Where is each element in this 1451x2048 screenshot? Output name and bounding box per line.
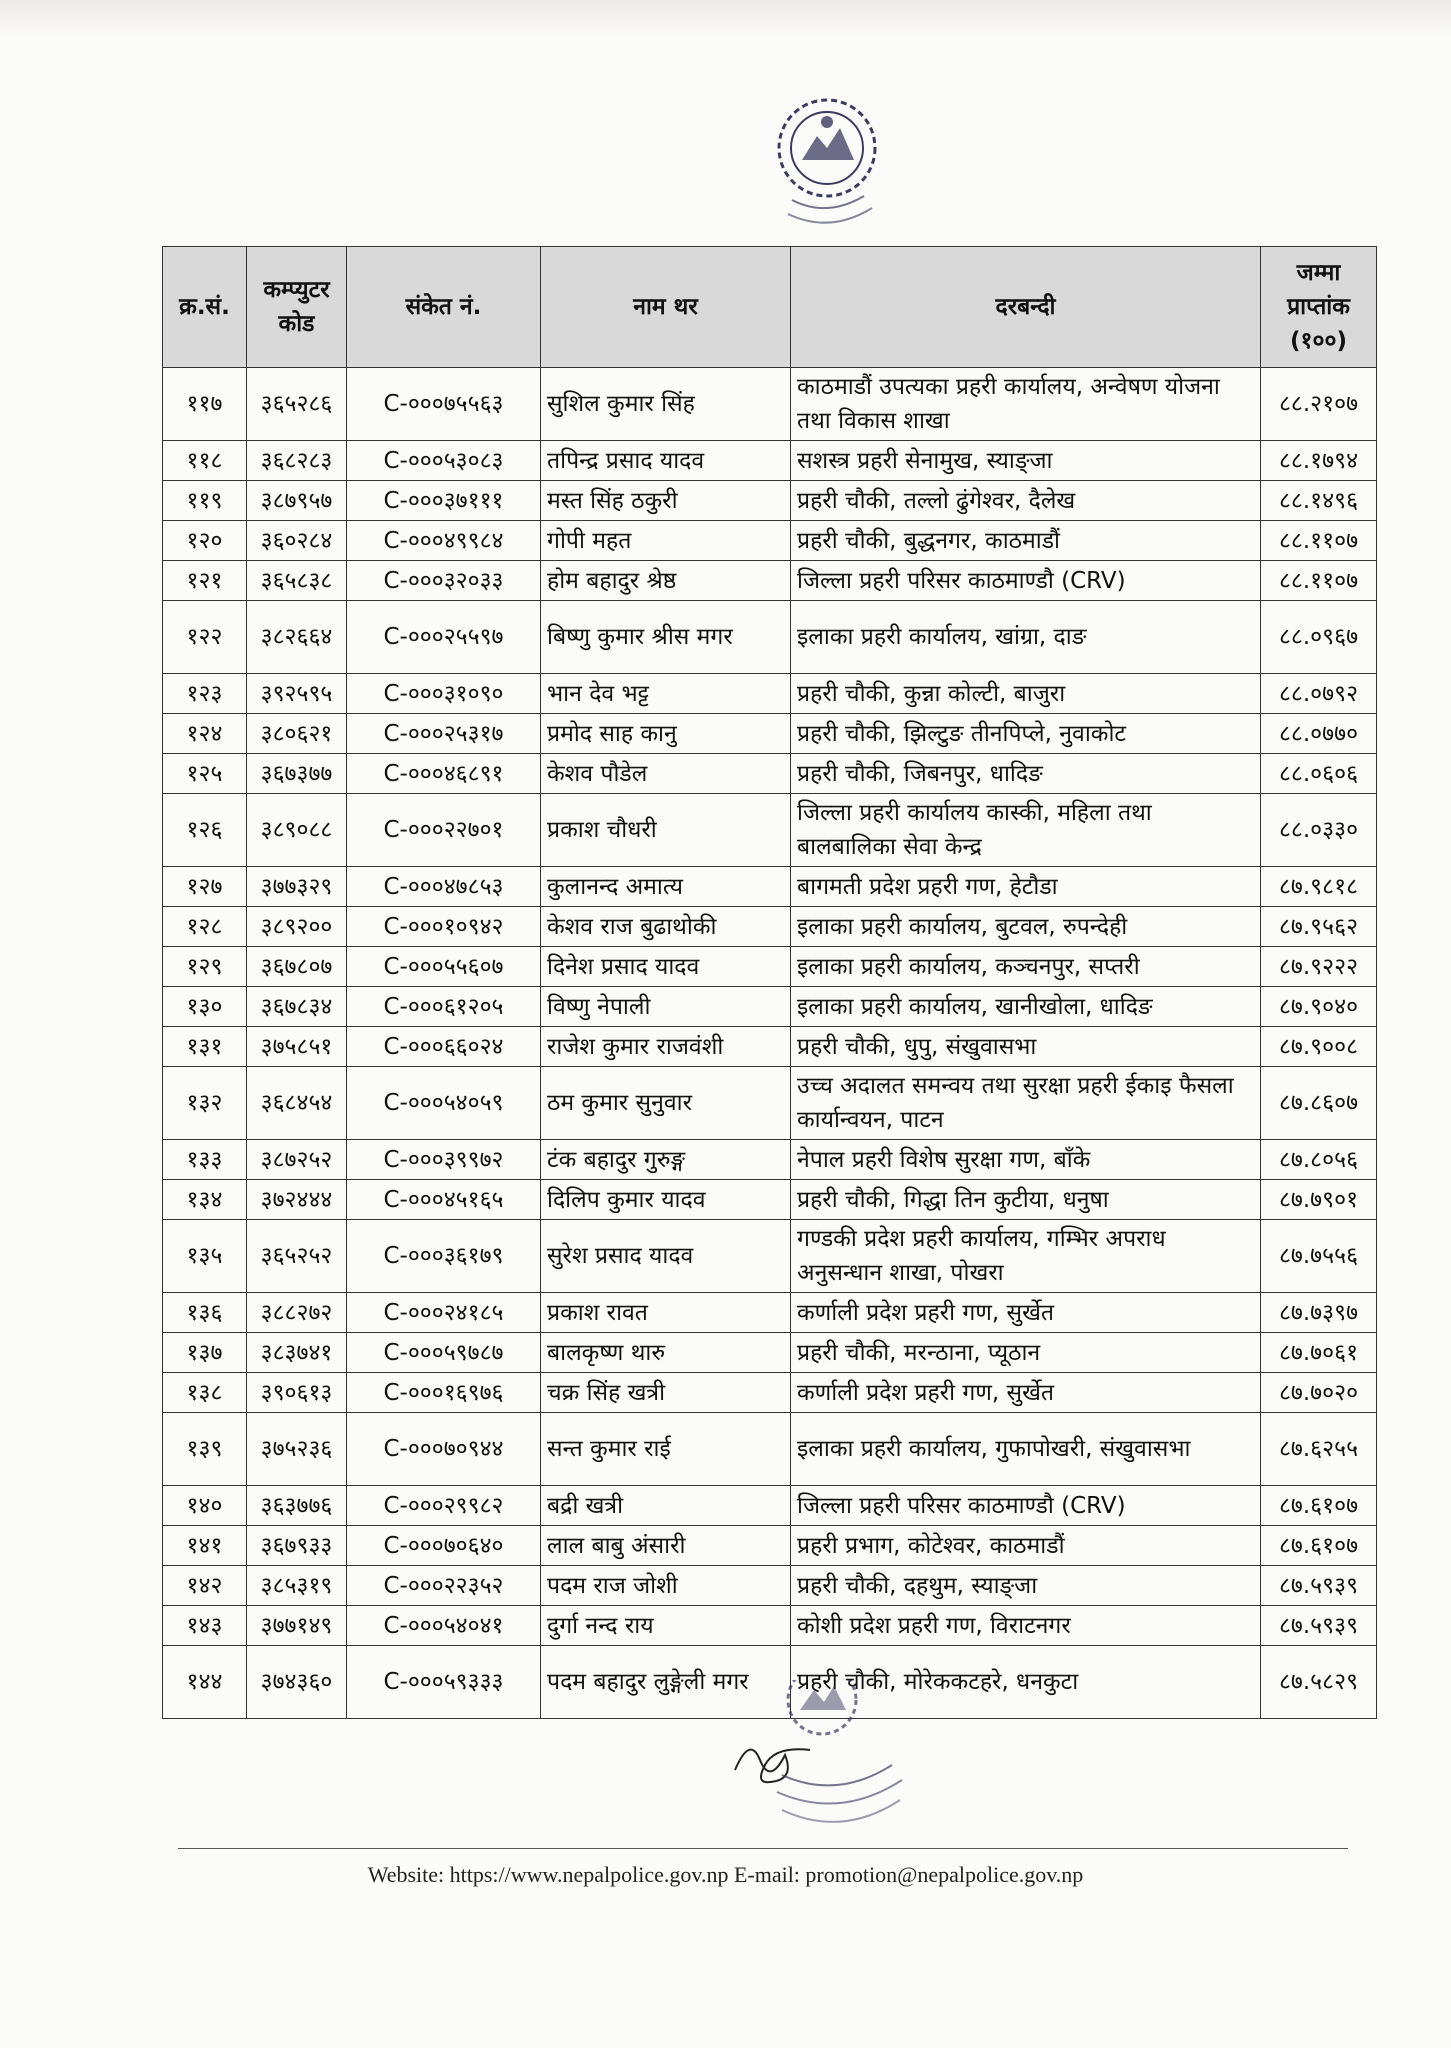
marks-cell: ८८.०९६७ (1261, 601, 1377, 674)
post-cell: इलाका प्रहरी कार्यालय, खांग्रा, दाङ (791, 601, 1261, 674)
post-cell: कोशी प्रदेश प्रहरी गण, विराटनगर (791, 1606, 1261, 1646)
post-cell: प्रहरी प्रभाग, कोटेश्वर, काठमाडौं (791, 1526, 1261, 1566)
marks-cell: ८७.८०५६ (1261, 1140, 1377, 1180)
computer-code-cell: ३८०६२१ (247, 714, 347, 754)
name-cell: विष्णु नेपाली (541, 987, 791, 1027)
name-cell: होम बहादुर श्रेष्ठ (541, 561, 791, 601)
symbol-number-cell: C-०००५९३३३ (347, 1646, 541, 1719)
name-cell: केशव राज बुढाथोकी (541, 907, 791, 947)
serial-cell: १४४ (163, 1646, 247, 1719)
marks-cell: ८७.९२२२ (1261, 947, 1377, 987)
post-cell: गण्डकी प्रदेश प्रहरी कार्यालय, गम्भिर अपराध अनुसन्धान शाखा, पोखरा (791, 1220, 1261, 1293)
table-header-row (163, 247, 1377, 368)
table-row (163, 1566, 1377, 1606)
marks-cell: ८७.७९०१ (1261, 1180, 1377, 1220)
table-row (163, 674, 1377, 714)
symbol-number-cell: C-०००७०६४० (347, 1526, 541, 1566)
serial-cell: १२० (163, 521, 247, 561)
marks-cell: ८७.९५६२ (1261, 907, 1377, 947)
marks-cell: ८८.२१०७ (1261, 368, 1377, 441)
header-total-marks: जम्मा प्राप्तांक (१००) (1261, 247, 1377, 368)
table-row (163, 987, 1377, 1027)
symbol-number-cell: C-०००२५५९७ (347, 601, 541, 674)
marks-cell: ८७.९८१८ (1261, 867, 1377, 907)
name-cell: राजेश कुमार राजवंशी (541, 1027, 791, 1067)
serial-cell: १२५ (163, 754, 247, 794)
computer-code-cell: ३८७२५२ (247, 1140, 347, 1180)
footer-divider (178, 1848, 1348, 1849)
marks-cell: ८७.७०६१ (1261, 1333, 1377, 1373)
computer-code-cell: ३६३७७६ (247, 1486, 347, 1526)
name-cell: मस्त सिंह ठकुरी (541, 481, 791, 521)
serial-cell: १४३ (163, 1606, 247, 1646)
marks-cell: ८७.५९३९ (1261, 1606, 1377, 1646)
symbol-number-cell: C-०००३९९७२ (347, 1140, 541, 1180)
computer-code-cell: ३६७३७७ (247, 754, 347, 794)
table-row (163, 1333, 1377, 1373)
table-row (163, 1140, 1377, 1180)
computer-code-cell: ३७२४४४ (247, 1180, 347, 1220)
computer-code-cell: ३६५२५२ (247, 1220, 347, 1293)
computer-code-cell: ३७५८५१ (247, 1027, 347, 1067)
serial-cell: १२१ (163, 561, 247, 601)
post-cell: प्रहरी चौकी, गिद्धा तिन कुटीया, धनुषा (791, 1180, 1261, 1220)
name-cell: सन्त कुमार राई (541, 1413, 791, 1486)
symbol-number-cell: C-०००५४०५९ (347, 1067, 541, 1140)
name-cell: दिलिप कुमार यादव (541, 1180, 791, 1220)
computer-code-cell: ३६०२८४ (247, 521, 347, 561)
computer-code-cell: ३६७९३३ (247, 1526, 347, 1566)
name-cell: चक्र सिंह खत्री (541, 1373, 791, 1413)
name-cell: तपिन्द्र प्रसाद यादव (541, 441, 791, 481)
post-cell: इलाका प्रहरी कार्यालय, खानीखोला, धादिङ (791, 987, 1261, 1027)
marks-cell: ८७.६२५५ (1261, 1413, 1377, 1486)
table-row (163, 1180, 1377, 1220)
name-cell: टंक बहादुर गुरुङ्ग (541, 1140, 791, 1180)
marks-cell: ८७.८६०७ (1261, 1067, 1377, 1140)
marks-cell: ८८.१४९६ (1261, 481, 1377, 521)
serial-cell: १४२ (163, 1566, 247, 1606)
scan-edge (0, 0, 1451, 36)
marks-cell: ८७.९०४० (1261, 987, 1377, 1027)
serial-cell: १३० (163, 987, 247, 1027)
symbol-number-cell: C-०००४५१६५ (347, 1180, 541, 1220)
marks-cell: ८७.९००८ (1261, 1027, 1377, 1067)
post-cell: सशस्त्र प्रहरी सेनामुख, स्याङ्जा (791, 441, 1261, 481)
symbol-number-cell: C-०००२२३५२ (347, 1566, 541, 1606)
post-cell: प्रहरी चौकी, जिबनपुर, धादिङ (791, 754, 1261, 794)
name-cell: कुलानन्द अमात्य (541, 867, 791, 907)
post-cell: इलाका प्रहरी कार्यालय, गुफापोखरी, संखुवासभा (791, 1413, 1261, 1486)
marks-cell: ८८.०३३० (1261, 794, 1377, 867)
table-row (163, 1486, 1377, 1526)
name-cell: दुर्गा नन्द राय (541, 1606, 791, 1646)
table-row (163, 1293, 1377, 1333)
computer-code-cell: ३७५२३६ (247, 1413, 347, 1486)
table-row (163, 907, 1377, 947)
header-computer-code: कम्प्युटर कोड (247, 247, 347, 368)
marks-cell: ८७.७०२० (1261, 1373, 1377, 1413)
name-cell: पदम बहादुर लुङ्गेली मगर (541, 1646, 791, 1719)
symbol-number-cell: C-०००४९९८४ (347, 521, 541, 561)
post-cell: प्रहरी चौकी, धुपु, संखुवासभा (791, 1027, 1261, 1067)
post-cell: प्रहरी चौकी, मरन्ठाना, प्यूठान (791, 1333, 1261, 1373)
post-cell: काठमाडौं उपत्यका प्रहरी कार्यालय, अन्वेषण योजना तथा विकास शाखा (791, 368, 1261, 441)
marks-cell: ८८.०६०६ (1261, 754, 1377, 794)
serial-cell: १२८ (163, 907, 247, 947)
computer-code-cell: ३६८४५४ (247, 1067, 347, 1140)
marks-cell: ८८.१७९४ (1261, 441, 1377, 481)
marks-cell: ८७.७५५६ (1261, 1220, 1377, 1293)
computer-code-cell: ३८८२७२ (247, 1293, 347, 1333)
serial-cell: १२४ (163, 714, 247, 754)
serial-cell: १२२ (163, 601, 247, 674)
serial-cell: ११९ (163, 481, 247, 521)
serial-cell: १३५ (163, 1220, 247, 1293)
table-row (163, 1606, 1377, 1646)
computer-code-cell: ३८५३१९ (247, 1566, 347, 1606)
post-cell: प्रहरी चौकी, झिल्टुङ तीनपिप्ले, नुवाकोट (791, 714, 1261, 754)
post-cell: जिल्ला प्रहरी परिसर काठमाण्डौ (CRV) (791, 561, 1261, 601)
symbol-number-cell: C-०००६६०२४ (347, 1027, 541, 1067)
symbol-number-cell: C-०००५४०४१ (347, 1606, 541, 1646)
symbol-number-cell: C-०००२५३१७ (347, 714, 541, 754)
serial-cell: १३२ (163, 1067, 247, 1140)
post-cell: कर्णाली प्रदेश प्रहरी गण, सुर्खेत (791, 1373, 1261, 1413)
name-cell: प्रकाश रावत (541, 1293, 791, 1333)
symbol-number-cell: C-०००२४१८५ (347, 1293, 541, 1333)
serial-cell: ११८ (163, 441, 247, 481)
marks-cell: ८८.११०७ (1261, 521, 1377, 561)
symbol-number-cell: C-०००५३०८३ (347, 441, 541, 481)
name-cell: पदम राज जोशी (541, 1566, 791, 1606)
computer-code-cell: ३८७९५७ (247, 481, 347, 521)
table-row (163, 441, 1377, 481)
symbol-number-cell: C-०००१६९७६ (347, 1373, 541, 1413)
computer-code-cell: ३८९०८८ (247, 794, 347, 867)
computer-code-cell: ३९२५९५ (247, 674, 347, 714)
header-name: नाम थर (541, 247, 791, 368)
computer-code-cell: ३६५८३८ (247, 561, 347, 601)
name-cell: बालकृष्ण थारु (541, 1333, 791, 1373)
table-row (163, 794, 1377, 867)
symbol-number-cell: C-०००४६८९१ (347, 754, 541, 794)
header-serial: क्र.सं. (163, 247, 247, 368)
marks-cell: ८७.५८२९ (1261, 1646, 1377, 1719)
post-cell: बागमती प्रदेश प्रहरी गण, हेटौडा (791, 867, 1261, 907)
computer-code-cell: ३६५२८६ (247, 368, 347, 441)
symbol-number-cell: C-०००७५५६३ (347, 368, 541, 441)
serial-cell: १२७ (163, 867, 247, 907)
table-row (163, 561, 1377, 601)
name-cell: प्रमोद साह कानु (541, 714, 791, 754)
name-cell: केशव पौडेल (541, 754, 791, 794)
serial-cell: ११७ (163, 368, 247, 441)
table-row (163, 1373, 1377, 1413)
name-cell: बद्री खत्री (541, 1486, 791, 1526)
table-row (163, 1067, 1377, 1140)
header-symbol-number: संकेत नं. (347, 247, 541, 368)
office-stamp-icon (752, 1680, 917, 1845)
post-cell: प्रहरी चौकी, कुन्ना कोल्टी, बाजुरा (791, 674, 1261, 714)
post-cell: प्रहरी चौकी, बुद्धनगर, काठमाडौं (791, 521, 1261, 561)
serial-cell: १३९ (163, 1413, 247, 1486)
marks-cell: ८८.११०७ (1261, 561, 1377, 601)
name-cell: सुरेश प्रसाद यादव (541, 1220, 791, 1293)
computer-code-cell: ३८३७४१ (247, 1333, 347, 1373)
symbol-number-cell: C-०००३६१७९ (347, 1220, 541, 1293)
serial-cell: १४१ (163, 1526, 247, 1566)
name-cell: बिष्णु कुमार श्रीस मगर (541, 601, 791, 674)
name-cell: दिनेश प्रसाद यादव (541, 947, 791, 987)
computer-code-cell: ३७७३२९ (247, 867, 347, 907)
table-row (163, 754, 1377, 794)
post-cell: प्रहरी चौकी, तल्लो ढुंगेश्वर, दैलेख (791, 481, 1261, 521)
symbol-number-cell: C-०००७०९४४ (347, 1413, 541, 1486)
serial-cell: १३४ (163, 1180, 247, 1220)
post-cell: उच्च अदालत समन्वय तथा सुरक्षा प्रहरी ईकाइ फैसला कार्यान्वयन, पाटन (791, 1067, 1261, 1140)
header-post: दरबन्दी (791, 247, 1261, 368)
computer-code-cell: ३६७८३४ (247, 987, 347, 1027)
computer-code-cell: ३७७१४९ (247, 1606, 347, 1646)
symbol-number-cell: C-०००५५६०७ (347, 947, 541, 987)
table-row (163, 601, 1377, 674)
serial-cell: १२३ (163, 674, 247, 714)
symbol-number-cell: C-०००३२०३३ (347, 561, 541, 601)
name-cell: गोपी महत (541, 521, 791, 561)
marks-cell: ८७.६१०७ (1261, 1486, 1377, 1526)
computer-code-cell: ३८९२०० (247, 907, 347, 947)
post-cell: कर्णाली प्रदेश प्रहरी गण, सुर्खेत (791, 1293, 1261, 1333)
post-cell: नेपाल प्रहरी विशेष सुरक्षा गण, बाँके (791, 1140, 1261, 1180)
name-cell: भान देव भट्ट (541, 674, 791, 714)
symbol-number-cell: C-०००६१२०५ (347, 987, 541, 1027)
name-cell: ठम कुमार सुनुवार (541, 1067, 791, 1140)
footer-contact: Website: https://www.nepalpolice.gov.np E-mail: promotion@nepalpolice.gov.np (367, 1862, 1084, 1887)
marks-cell: ८७.७३९७ (1261, 1293, 1377, 1333)
symbol-number-cell: C-०००२२७०१ (347, 794, 541, 867)
serial-cell: १२९ (163, 947, 247, 987)
computer-code-cell: ३७४३६० (247, 1646, 347, 1719)
table-row (163, 521, 1377, 561)
serial-cell: १४० (163, 1486, 247, 1526)
post-cell: प्रहरी चौकी, मोरेककटहरे, धनकुटा (791, 1646, 1261, 1719)
table-row (163, 867, 1377, 907)
computer-code-cell: ३६७८०७ (247, 947, 347, 987)
table-row (163, 1027, 1377, 1067)
nepal-police-seal-icon (752, 88, 902, 238)
symbol-number-cell: C-०००४७८५३ (347, 867, 541, 907)
promotion-results-table (162, 246, 1377, 1719)
serial-cell: १३८ (163, 1373, 247, 1413)
name-cell: सुशिल कुमार सिंह (541, 368, 791, 441)
table-row (163, 481, 1377, 521)
table-row (163, 1413, 1377, 1486)
name-cell: लाल बाबु अंसारी (541, 1526, 791, 1566)
post-cell: इलाका प्रहरी कार्यालय, बुटवल, रुपन्देही (791, 907, 1261, 947)
computer-code-cell: ३८२६६४ (247, 601, 347, 674)
post-cell: इलाका प्रहरी कार्यालय, कञ्चनपुर, सप्तरी (791, 947, 1261, 987)
computer-code-cell: ३६८२८३ (247, 441, 347, 481)
name-cell: प्रकाश चौधरी (541, 794, 791, 867)
table-row (163, 368, 1377, 441)
symbol-number-cell: C-०००३७१११ (347, 481, 541, 521)
serial-cell: १३७ (163, 1333, 247, 1373)
post-cell: प्रहरी चौकी, दहथुम, स्याङ्जा (791, 1566, 1261, 1606)
symbol-number-cell: C-०००३१०९० (347, 674, 541, 714)
symbol-number-cell: C-०००२९९८२ (347, 1486, 541, 1526)
table-row (163, 1526, 1377, 1566)
marks-cell: ८८.०७९२ (1261, 674, 1377, 714)
symbol-number-cell: C-०००१०९४२ (347, 907, 541, 947)
table-row (163, 947, 1377, 987)
marks-cell: ८८.०७७० (1261, 714, 1377, 754)
marks-cell: ८७.६१०७ (1261, 1526, 1377, 1566)
marks-cell: ८७.५९३९ (1261, 1566, 1377, 1606)
table-row (163, 714, 1377, 754)
symbol-number-cell: C-०००५९७८७ (347, 1333, 541, 1373)
serial-cell: १३१ (163, 1027, 247, 1067)
serial-cell: १२६ (163, 794, 247, 867)
table-row (163, 1220, 1377, 1293)
post-cell: जिल्ला प्रहरी कार्यालय कास्की, महिला तथा बालबालिका सेवा केन्द्र (791, 794, 1261, 867)
serial-cell: १३६ (163, 1293, 247, 1333)
post-cell: जिल्ला प्रहरी परिसर काठमाण्डौ (CRV) (791, 1486, 1261, 1526)
computer-code-cell: ३९०६१३ (247, 1373, 347, 1413)
serial-cell: १३३ (163, 1140, 247, 1180)
